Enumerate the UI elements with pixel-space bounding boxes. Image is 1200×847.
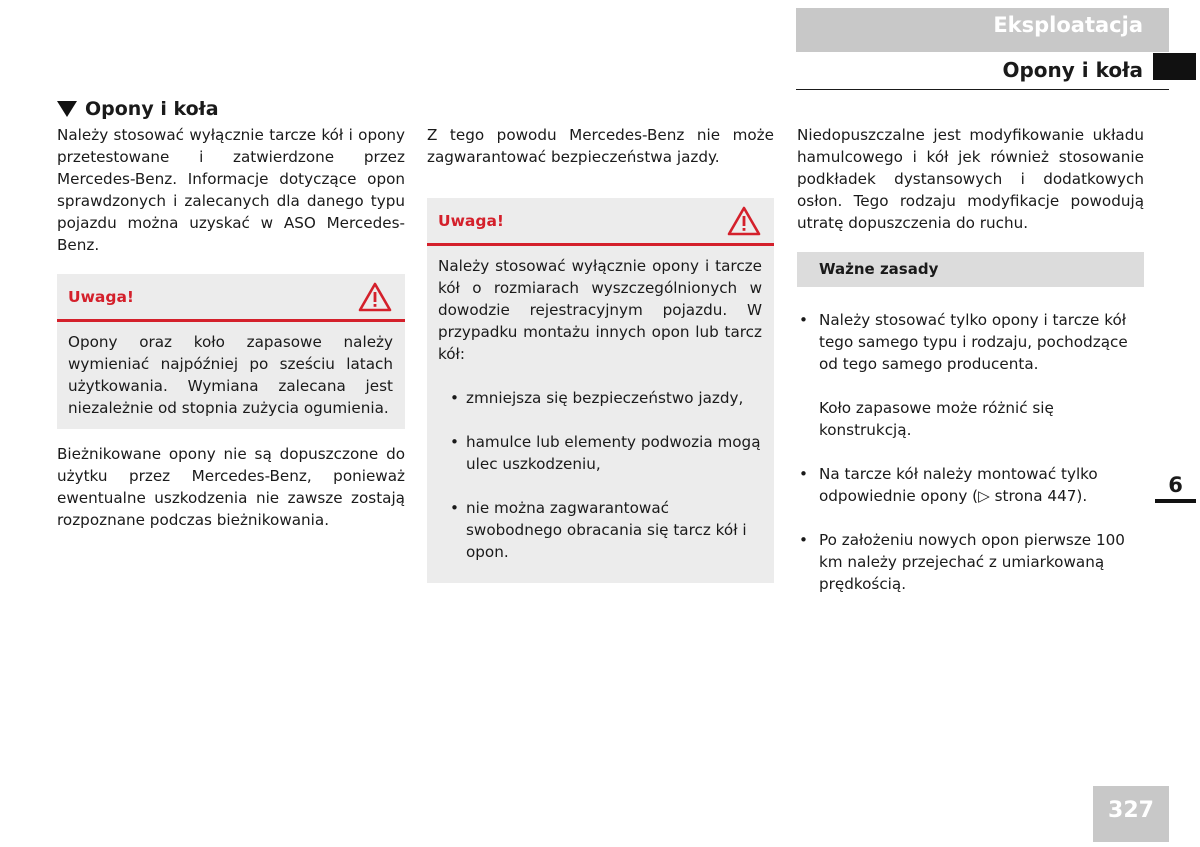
triangle-down-icon	[57, 101, 77, 117]
page-number-box	[1093, 786, 1169, 842]
bullet-dot: •	[799, 465, 808, 483]
list-item	[438, 387, 762, 409]
header-marker-tab	[1153, 53, 1196, 80]
warning-triangle-icon	[358, 282, 392, 312]
warning-title: Uwaga!	[68, 287, 134, 306]
list-item-text: hamulce lub elementy podwozia mogą ulec uszkodzeniu,	[466, 433, 761, 473]
list-item-text: Po założeniu nowych opon pierwsze 100 km należy przejechać z umiarkowaną prędkością.	[819, 531, 1125, 593]
bullet-dot: •	[450, 389, 459, 407]
warning-header	[57, 274, 405, 322]
middle-column	[427, 124, 774, 583]
list-item	[797, 463, 1143, 507]
section-header	[796, 52, 1169, 90]
rules-list	[797, 309, 1143, 595]
list-item-text: nie można zagwarantować swobodnego obracania się tarcz kół i opon.	[466, 499, 747, 561]
bullet-dot: •	[450, 433, 459, 451]
list-item-note: Koło zapasowe może różnić się konstrukcją.	[819, 399, 1054, 439]
warning-title: Uwaga!	[438, 211, 504, 230]
retread-paragraph: Bieżnikowane opony nie są dopuszczone do użytku przez Mercedes-Benz, ponieważ ewentualne uszkodzenia nie zawsze zostają rozpoznane podczas bieżnikowania.	[57, 445, 405, 529]
intro-paragraph: Należy stosować wyłącznie tarcze kół i opony przetestowane i zatwierdzone przez Mercedes-Benz. Informacje dotyczące opon sprawdzonych i zalecanych dla danego typu pojazdu można uzyskać w ASO Mercedes-Benz.	[57, 126, 405, 254]
list-item-text: Należy stosować tylko opony i tarcze kół tego samego typu i rodzaju, pochodzące od tego samego producenta.	[819, 311, 1128, 373]
left-column	[57, 98, 405, 531]
section-heading-text: Opony i koła	[85, 98, 219, 120]
chapter-tab-number: 6	[1168, 473, 1183, 497]
list-item	[797, 309, 1143, 441]
section-title: Opony i koła	[1002, 58, 1143, 82]
list-item	[438, 497, 762, 563]
chapter-header	[796, 8, 1169, 52]
rules-label-text: Ważne zasady	[819, 260, 939, 278]
warning-body	[57, 322, 405, 429]
bullet-dot: •	[799, 531, 808, 549]
list-item	[797, 529, 1143, 595]
warning-box	[57, 274, 405, 429]
section-heading	[57, 98, 405, 120]
warning-header	[427, 198, 774, 246]
bullet-dot: •	[799, 311, 808, 329]
consequence-list	[438, 387, 762, 563]
chapter-title: Eksploatacja	[993, 13, 1143, 37]
list-item-text: Na tarcze kół należy montować tylko odpowiednie opony (▷ strona 447).	[819, 465, 1098, 505]
intro-paragraph: Z tego powodu Mercedes-Benz nie może zagwarantować bezpieczeństwa jazdy.	[427, 126, 774, 166]
page-number: 327	[1108, 798, 1154, 823]
bullet-dot: •	[450, 499, 459, 517]
warning-triangle-icon	[727, 206, 761, 236]
warning-text: Opony oraz koło zapasowe należy wymieniać najpóźniej po sześciu latach użytkowania. Wymiana zalecana jest niezależnie od stopnia zużycia ogumienia.	[68, 333, 393, 417]
right-column	[797, 124, 1144, 595]
warning-text: Należy stosować wyłącznie opony i tarcze kół o rozmiarach wyszczególnionych w dowodzie rejestracyjnym pojazdu. W przypadku montażu innych opon lub tarcz kół:	[438, 257, 762, 363]
important-rules-label	[797, 252, 1144, 287]
list-item-text: zmniejsza się bezpieczeństwo jazdy,	[466, 389, 744, 407]
warning-box	[427, 198, 774, 583]
chapter-tab	[1155, 467, 1196, 503]
warning-body	[427, 246, 774, 573]
list-item	[438, 431, 762, 475]
intro-paragraph: Niedopuszczalne jest modyfikowanie układu hamulcowego i kół jek również stosowanie podkładek dystansowych i dodatkowych osłon. Tego rodzaju modyfikacje powodują utratę dopuszczenia do ruchu.	[797, 126, 1144, 232]
